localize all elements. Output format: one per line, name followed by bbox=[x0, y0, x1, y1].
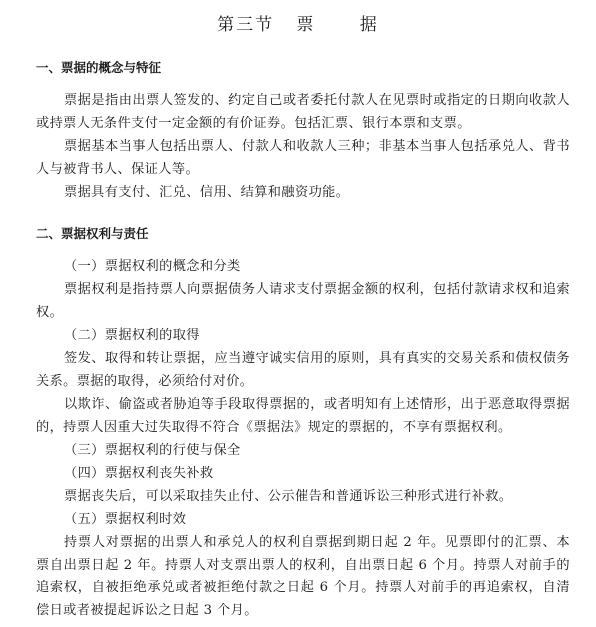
heading-concept: 一、票据的概念与特征 bbox=[36, 60, 162, 75]
paragraph-rights-definition: 票据权利是指持票人向票据债务人请求支付票据金额的权利，包括付款请求权和追索权。 bbox=[36, 282, 570, 320]
subheading-rights-remedy: （四）票据权利丧失补救 bbox=[64, 466, 214, 481]
paragraph-parties: 票据基本当事人包括出票人、付款人和收款人三种；非基本当事人包括承兑人、背书人与被背书人、保证人等。 bbox=[36, 139, 570, 177]
subheading-rights-exercise: （三）票据权利的行使与保全 bbox=[64, 443, 241, 458]
paragraph-functions: 票据具有支付、汇兑、信用、结算和融资功能。 bbox=[64, 185, 350, 200]
subheading-rights-concept: （一）票据权利的概念和分类 bbox=[64, 259, 241, 274]
paragraph-acquisition-exclusion: 以欺诈、偷盗或者胁迫等手段取得票据的，或者明知有上述情形，出于恶意取得票据的，持票人因重大过失取得不符合《票据法》规定的票据的，不享有票据权利。 bbox=[36, 397, 570, 435]
subheading-rights-acquisition: （二）票据权利的取得 bbox=[64, 328, 200, 343]
paragraph-remedy-methods: 票据丧失后，可以采取挂失止付、公示催告和普通诉讼三种形式进行补救。 bbox=[64, 489, 513, 504]
heading-rights: 二、票据权利与责任 bbox=[36, 226, 149, 241]
paragraph-definition: 票据是指由出票人签发的、约定自己或者委托付款人在见票时或指定的日期向收款人或持票人无条件支付一定金额的有价证券。包括汇票、银行本票和支票。 bbox=[36, 93, 570, 131]
paragraph-limitation-periods: 持票人对票据的出票人和承兑人的权利自票据到期日起 2 年。见票即付的汇票、本票自出票日起 2 年。持票人对支票出票人的权利，自出票日起 6 个月。持票人对前手的追索权，自被拒绝承兑或者被拒绝付款之日起 6 个月。持票人对前手的再追索权，自清偿日或者被提起诉讼之日起 3 个月。 bbox=[36, 535, 570, 618]
subheading-rights-limitation: （五）票据权利时效 bbox=[64, 512, 187, 527]
paragraph-acquisition-principle: 签发、取得和转让票据，应当遵守诚实信用的原则，具有真实的交易关系和债权债务关系。票据的取得，必须给付对价。 bbox=[36, 351, 570, 389]
section-title: 第三节 票 据 bbox=[217, 15, 379, 35]
